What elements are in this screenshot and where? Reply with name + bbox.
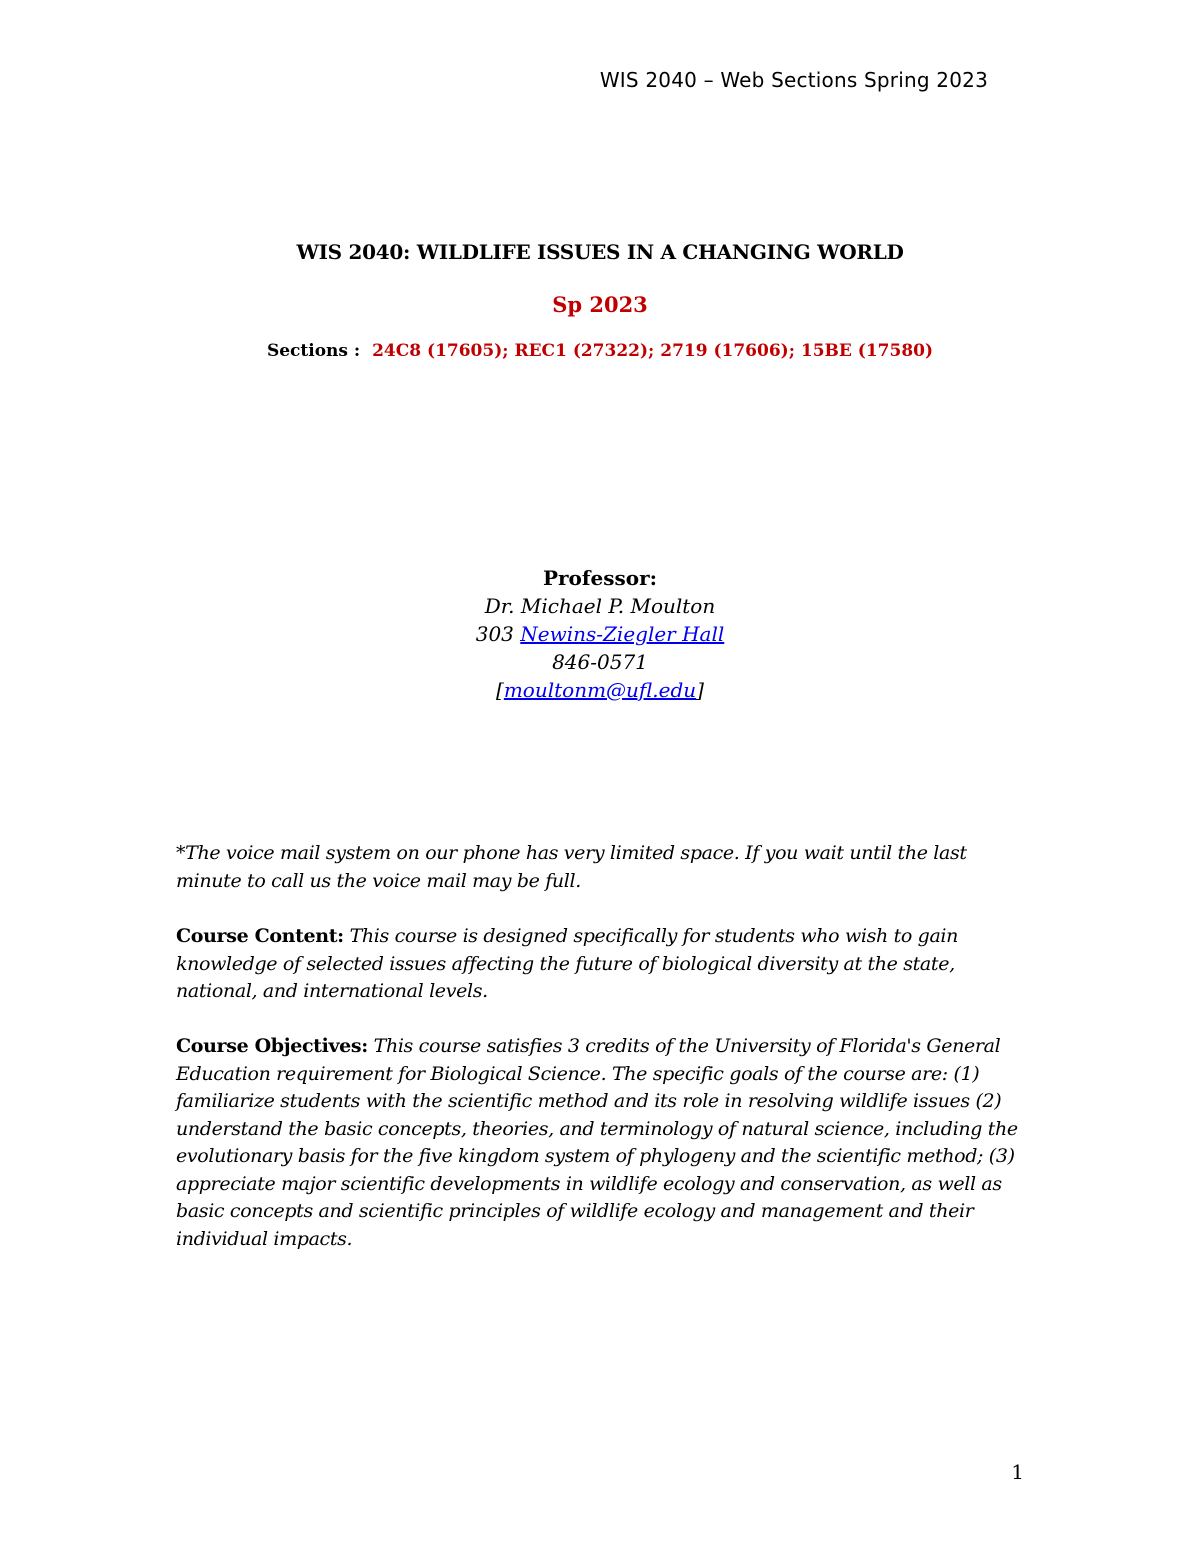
page-number: 1 (1011, 1460, 1024, 1484)
professor-name: Dr. Michael P. Moulton (484, 594, 716, 618)
course-content-label: Course Content: (176, 925, 344, 947)
office-number: 303 (475, 622, 514, 646)
course-objectives-label: Course Objectives: (176, 1035, 368, 1057)
professor-label: Professor: (542, 566, 658, 590)
course-content-text: This course is designed specifically for students who wish to gain knowledge of selected issues affecting the future of biological diversity at the state, national, and international levels. (176, 925, 959, 1002)
sections-value: 24C8 (17605); REC1 (27322); 2719 (17606); 15BE (17580) (372, 341, 934, 361)
email-link[interactable]: moultonm@ufl.edu (503, 678, 697, 702)
voice-mail-note: *The voice mail system on our phone has very limited space. If you wait until the last minute to call us the voice mail may be full. (176, 842, 967, 892)
term-label: Sp 2023 (552, 292, 648, 317)
professor-block (0, 564, 1200, 704)
course-objectives-paragraph (176, 1033, 1036, 1253)
course-content-paragraph (176, 923, 1036, 1006)
running-header: WIS 2040 – Web Sections Spring 2023 (599, 68, 988, 92)
course-objectives-text: This course satisfies 3 credits of the University of Florida's General Education requirement for Biological Science. The specific goals of the course are: (1) familiarize students with the scientific method and its role in resolving wildlife issues (2) understand the basic concepts, theories, and terminology of natural science, including the evolutionary basis for the five kingdom system of phylogeny and the scientific method; (3) appreciate major scientific developments in wildlife ecology and conservation, as well as basic concepts and scientific principles of wildlife ecology and management and their individual impacts. (176, 1035, 1018, 1250)
sections-label: Sections : (266, 341, 361, 361)
professor-email-line (0, 676, 1200, 704)
email-bracket-open: [ (496, 678, 504, 702)
sections-line (0, 341, 1200, 361)
office-building-link[interactable]: Newins-Ziegler Hall (520, 622, 725, 646)
course-title: WIS 2040: WILDLIFE ISSUES IN A CHANGING WORLD (296, 240, 904, 264)
title-block (0, 240, 1200, 361)
professor-phone: 846-0571 (552, 650, 648, 674)
email-bracket-close: ] (696, 678, 704, 702)
professor-office (0, 620, 1200, 648)
